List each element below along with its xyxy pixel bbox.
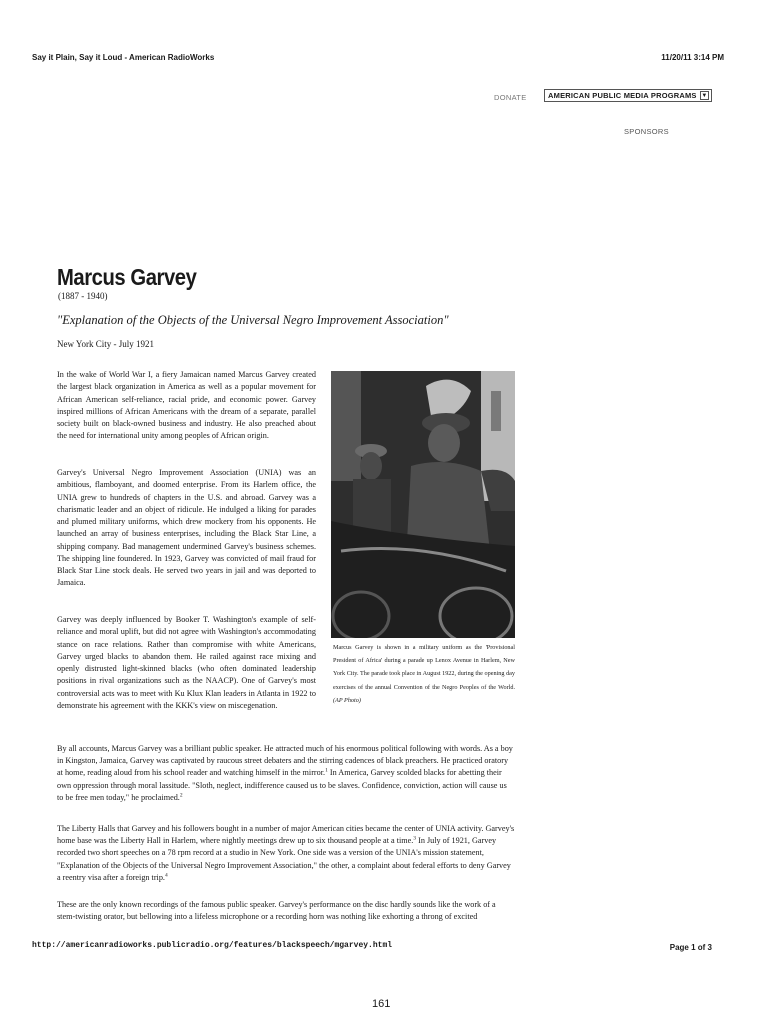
programs-select-value: AMERICAN PUBLIC MEDIA PROGRAMS xyxy=(548,91,697,100)
oratory-paragraph xyxy=(57,743,515,804)
oratory-text-2: In America, Garvey scolded blacks for abetting their own oppression through moral lassitude. "Sloth, neglect, indifference caused us to be slaves. Confidence, conviction, action will cause us to be free men today," he proclaimed. xyxy=(57,768,507,802)
dateline: New York City - July 1921 xyxy=(57,339,155,349)
footer-url: http://americanradioworks.publicradio.org/features/blackspeech/mgarvey.html xyxy=(32,941,393,950)
donate-link[interactable]: DONATE xyxy=(494,93,527,102)
footer-page-count: Page 1 of 3 xyxy=(669,943,712,952)
speech-title: "Explanation of the Objects of the Universal Negro Improvement Association" xyxy=(57,313,449,327)
footnote-ref-3[interactable]: 3 xyxy=(413,835,417,842)
lifespan: (1887 - 1940) xyxy=(58,291,108,301)
sponsors-link[interactable]: SPONSORS xyxy=(624,127,669,136)
oratory-text-1: By all accounts, Marcus Garvey was a brilliant public speaker. He attracted much of his enormous political following with words. As a boy in Kingston, Jamaica, Garvey was captivated by raucous street debaters and the stirring cadences of black preachers. He practiced oratory at home, reading aloud from his school reader and watching himself in the mirror. xyxy=(57,744,513,778)
liberty-hall-text-1: The Liberty Halls that Garvey and his followers bought in a number of major American cities became the center of UNIA activity. Garvey's home base was the Liberty Hall in Harlem, where nightly meetings drew up to six thousand people at a time. xyxy=(57,824,515,846)
footnote-ref-2[interactable]: 2 xyxy=(179,792,183,799)
unia-paragraph: Garvey's Universal Negro Improvement Association (UNIA) was an ambitious, flamboyant, and doomed enterprise. From its Harlem office, the UNIA grew to hundreds of chapters in the U.S. and abroad. Garvey was a charismatic leader and an object of ridicule. He indulged a liking for parades and plumed military uniforms, which drew mockery from his opponents. He launched an array of business enterprises, including the Black Star Line, a shipping company. Bad management undermined Garvey's business schemes. The shipping line foundered. In 1923, Garvey was convicted of mail fraud for Black Star Line stock deals. He served two years in jail and was deported to Jamaica. xyxy=(57,468,316,588)
garvey-parade-photo xyxy=(331,371,515,638)
recordings-paragraph: These are the only known recordings of the famous public speaker. Garvey's performance on the disc hardly sounds like the work of a stem-twisting orator, but bellowing into a lifeless microphone or a recording horn was nothing like exhorting a throng of excited xyxy=(57,900,496,922)
chevron-down-icon: ▼ xyxy=(701,93,708,99)
washington-paragraph: Garvey was deeply influenced by Booker T. Washington's example of self-reliance and moral uplift, but did not agree with Washington's accommodating stance on race relations. Rather than compromise with white Americans, Garvey urged blacks to abandon them. He railed against race mixing and openly distrusted light-skinned blacks (who often dominated leadership positions in rival organizations such as the NAACP). One of Garvey's most controversial acts was to meet with Ku Klux Klan leaders in Atlanta in 1922 to demonstrate his agreement with the KKK's view on miscegenation. xyxy=(57,615,316,710)
print-header-title: Say it Plain, Say it Loud - American RadioWorks xyxy=(32,53,215,62)
print-header-timestamp: 11/20/11 3:14 PM xyxy=(661,53,724,62)
liberty-hall-text-2: In July of 1921, Garvey recorded two short speeches on a 78 rpm record at a studio in New York. One side was a version of the UNIA's mission statement, "Explanation of the Objects of the Universal Negro Improvement Association," the other, a complaint about federal efforts to deny Garvey a reentry visa after a foreign trip. xyxy=(57,836,511,882)
programs-select[interactable] xyxy=(544,89,712,102)
footnote-ref-4[interactable]: 4 xyxy=(164,872,168,879)
photo-caption xyxy=(333,641,515,707)
photo-credit: (AP Photo) xyxy=(333,696,361,704)
intro-paragraph: In the wake of World War I, a fiery Jamaican named Marcus Garvey created the largest black organization in America as well as a popular movement for African American self-reliance, racial pride, and economic power. Garvey inspired millions of African Americans with the dream of a separate, parallel society built on black-owned business and industry. He also preached about the need for international unity among peoples of African origin. xyxy=(57,370,316,441)
photo-illustration xyxy=(331,371,515,638)
footnote-ref-1[interactable]: 1 xyxy=(325,767,328,774)
page-number: 161 xyxy=(372,998,391,1010)
photo-caption-text: Marcus Garvey is shown in a military uniform as the 'Provisional President of Africa' during a parade up Lenox Avenue in Harlem, New York City. The parade took place in August 1922, during the opening day exercises of the annual Convention of the Negro Peoples of the World. xyxy=(333,644,515,691)
liberty-hall-paragraph xyxy=(57,823,515,884)
page-title: Marcus Garvey xyxy=(57,264,197,290)
